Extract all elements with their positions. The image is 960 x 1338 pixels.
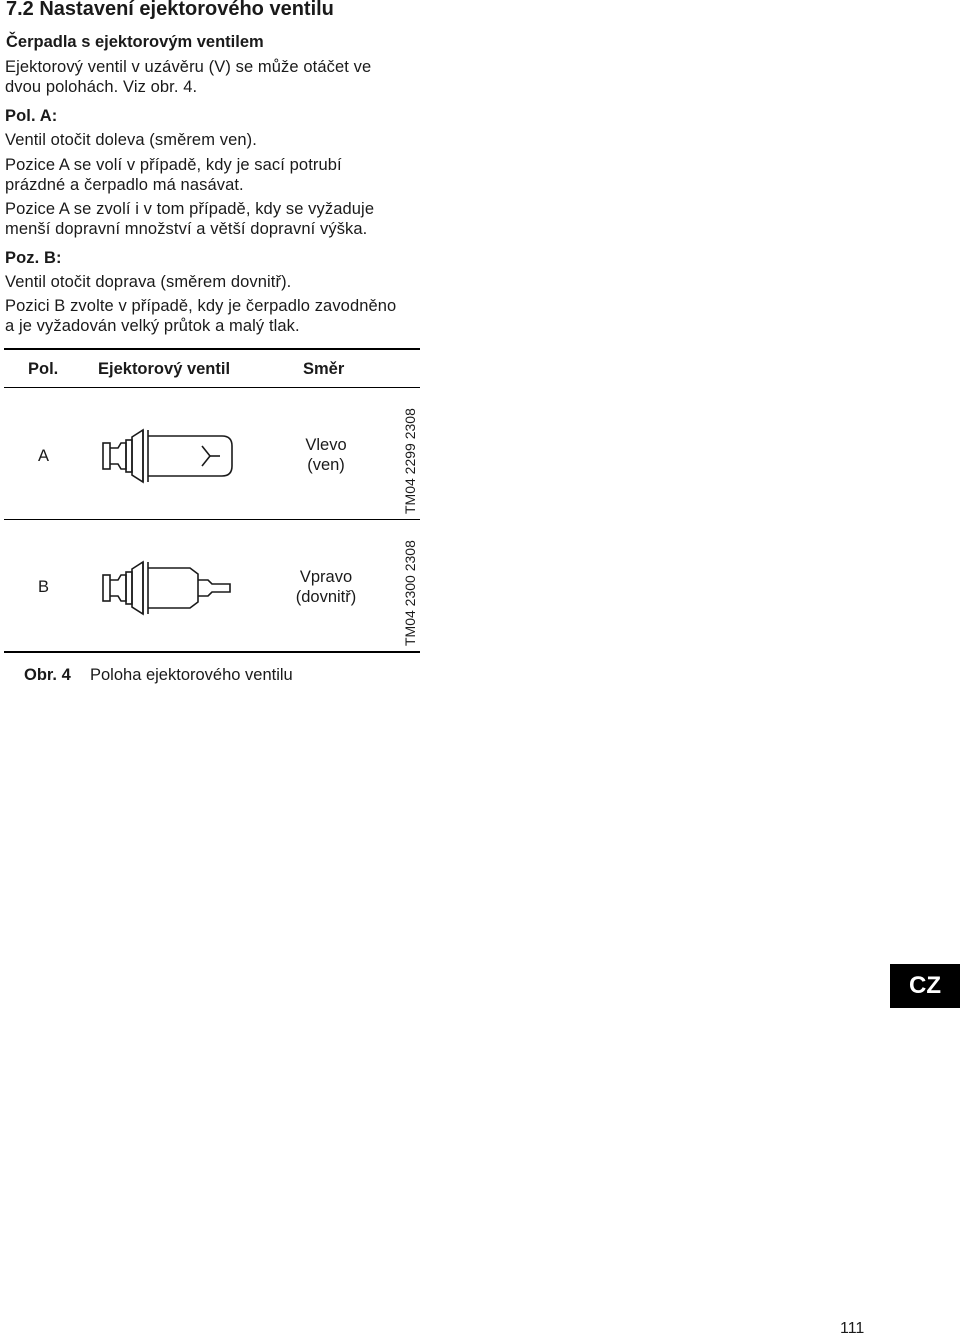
table-top-rule: [4, 348, 420, 350]
pos-a-para2-line2: prázdné a čerpadlo má nasávat.: [5, 176, 244, 194]
intro-line-2: dvou polohách. Viz obr. 4.: [5, 78, 198, 96]
row-b-dir-line1: Vpravo: [299, 568, 353, 586]
subheading: Čerpadla s ejektorovým ventilem: [6, 33, 264, 51]
section-heading: 7.2 Nastavení ejektorového ventilu: [6, 0, 334, 20]
row-b-dir-line2: (dovnitř): [295, 588, 357, 606]
pos-b-title: Poz. B:: [5, 249, 62, 267]
header-pos: Pol.: [28, 360, 59, 378]
pos-b-para2-line1: Pozici B zvolte v případě, kdy je čerpadlo zavodněno: [5, 297, 397, 315]
table-bottom-rule: [4, 651, 420, 653]
pos-a-para3-line1: Pozice A se zvolí i v tom případě, kdy se vyžaduje: [5, 200, 375, 218]
intro-line-1: Ejektorový ventil v uzávěru (V) se může otáčet ve: [5, 58, 372, 76]
row-a-dir-line2: (ven): [307, 456, 345, 474]
row-a-dir-line1: Vlevo: [305, 436, 347, 454]
figure-caption: Poloha ejektorového ventilu: [90, 666, 293, 684]
pos-a-line: Ventil otočit doleva (směrem ven).: [5, 131, 257, 149]
row-a-drawing-code: TM04 2299 2308: [402, 408, 418, 514]
row-divider: [4, 519, 420, 520]
row-a-pos: A: [38, 447, 50, 465]
ejector-valve-out-icon: [98, 426, 238, 486]
header-rule: [4, 387, 420, 388]
ejector-valve-in-icon: [98, 558, 238, 618]
header-direction: Směr: [303, 360, 345, 378]
pos-b-para2-line2: a je vyžadován velký průtok a malý tlak.: [5, 317, 300, 335]
language-tab: CZ: [890, 964, 960, 1008]
pos-b-line: Ventil otočit doprava (směrem dovnitř).: [5, 273, 292, 291]
header-valve: Ejektorový ventil: [98, 360, 231, 378]
pos-a-para2-line1: Pozice A se volí v případě, kdy je sací potrubí: [5, 156, 342, 174]
row-b-drawing-code: TM04 2300 2308: [402, 540, 418, 646]
figure-label: Obr. 4: [24, 666, 71, 684]
pos-a-para3-line2: menší dopravní množství a větší dopravní výška.: [5, 220, 368, 238]
pos-a-title: Pol. A:: [5, 107, 58, 125]
row-b-pos: B: [38, 578, 50, 596]
page-number: 111: [840, 1320, 865, 1337]
